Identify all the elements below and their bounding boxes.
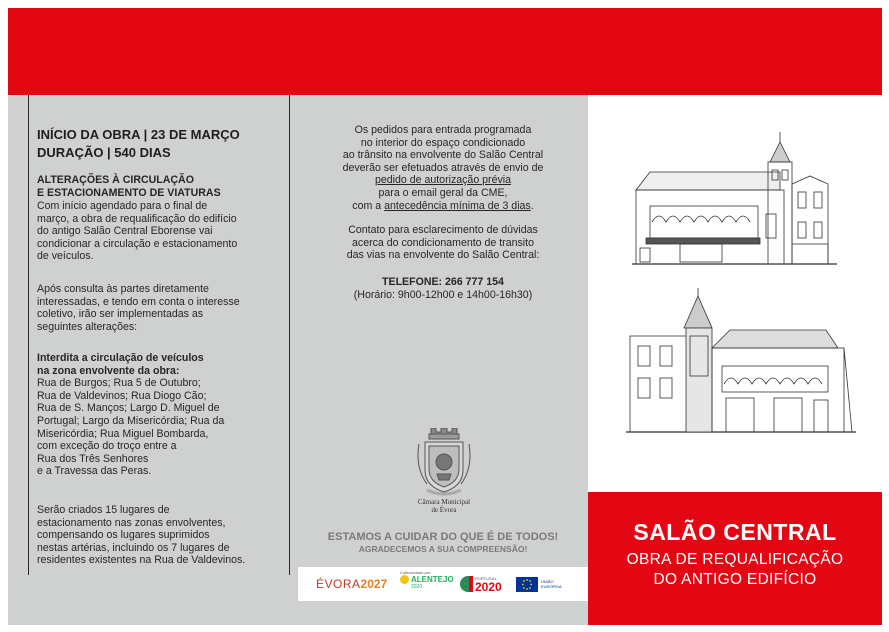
center-column	[298, 124, 588, 301]
street-line: Misericórdia; Rua Miguel Bombarda,	[37, 427, 209, 440]
street-line: Rua dos Três Senhores	[37, 452, 149, 465]
subtitle-line: OBRA DE REQUALIFICAÇÃO	[626, 551, 844, 568]
text-fragment: com a	[352, 199, 385, 212]
logo-small-text: PORTUGAL	[475, 575, 497, 581]
text-line: coletivo, irão ser implementadas as	[37, 308, 204, 321]
flag-green-icon	[460, 576, 469, 592]
text-line: para o email geral da CME,	[378, 186, 508, 199]
building-elevation-drawing-bottom	[626, 288, 858, 438]
project-subtitle	[588, 550, 882, 590]
subtitle-line: DO ANTIGO EDIFÍCIO	[653, 571, 817, 588]
text-line: acerca do condicionamento de transito	[352, 236, 534, 249]
text-line: deverão ser efetuados através de envio de	[342, 161, 544, 174]
text-line: Com início agendado para o final de	[37, 200, 208, 212]
parking-paragraph	[37, 504, 245, 567]
closed-streets-title: na zona envolvente da obra:	[37, 364, 180, 377]
closed-streets-block	[37, 352, 224, 478]
logo-small-text: Cofinanciado por:	[400, 570, 432, 575]
text-line: estacionamento nas zonas envolventes,	[37, 516, 226, 529]
logo-text: ÉVORA	[316, 577, 361, 591]
minimum-notice-text: antecedência mínima de 3 dias	[384, 199, 531, 212]
text-line: compensando os lugares suprimidos	[37, 529, 210, 542]
logo-text: 2027	[360, 577, 388, 591]
text-line: de veículos.	[37, 250, 94, 263]
section-title	[37, 174, 221, 199]
logo-text: 2020	[475, 579, 502, 594]
left-column-frame	[28, 95, 290, 575]
alentejo-2020-logo	[400, 570, 454, 592]
street-line: Rua de Burgos; Rua 5 de Outubro;	[37, 377, 201, 390]
eu-flag-icon	[516, 577, 538, 592]
logo-text: ALENTEJO	[411, 575, 454, 584]
headline-duration: DURAÇÃO | 540 DIAS	[37, 145, 171, 160]
sponsor-logos-bar	[298, 567, 588, 601]
portugal-2020-logo	[460, 573, 502, 595]
crest-caption: de Évora	[431, 506, 457, 514]
text-line: interessadas, e tendo em conta o interesse	[37, 295, 240, 308]
office-hours: (Horário: 9h00-12h00 e 14h00-16h30)	[353, 288, 533, 301]
closed-streets-title: Interdita a circulação de veículos	[37, 352, 204, 364]
intro-paragraph	[37, 200, 237, 263]
street-line: e a Travessa das Peras.	[37, 465, 152, 478]
text-line: no interior do espaço condicionado	[360, 136, 526, 149]
phone-number: TELEFONE: 266 777 154	[382, 275, 504, 288]
text-line: das vias na envolvente do Salão Central:	[346, 249, 540, 262]
text-fragment: .	[530, 199, 534, 212]
european-union-logo	[516, 573, 571, 595]
street-line: com exceção do troço entre a	[37, 440, 177, 453]
building-elevation-drawing-top	[632, 132, 842, 272]
headline-start-date: INÍCIO DA OBRA | 23 DE MARÇO	[37, 127, 240, 142]
slogan-line: ESTAMOS A CUIDAR DO QUE É DE TODOS!	[327, 531, 559, 543]
crest-shield-icon	[413, 428, 475, 508]
project-title: SALÃO CENTRAL	[633, 519, 837, 545]
text-line: condicionar a circulação e estacionamento	[37, 237, 238, 250]
evora-2027-logo	[316, 573, 387, 595]
consultation-paragraph	[37, 283, 240, 333]
logo-small-text: UNIÃO EUROPEIA	[541, 579, 562, 589]
text-line: Serão criados 15 lugares de	[37, 504, 170, 516]
text-line: seguintes alterações:	[37, 320, 138, 333]
text-line: Os pedidos para entrada programada	[354, 124, 532, 136]
crest-caption: Câmara Municipal	[417, 498, 471, 506]
text-line: Após consulta às partes diretamente	[37, 283, 209, 295]
street-line: Rua de S. Manços; Largo D. Miguel de	[37, 402, 220, 415]
text-line: Contato para esclarecimento de dúvidas	[348, 224, 538, 237]
municipal-crest	[413, 428, 475, 518]
text-line: nestas artérias, incluindo os 7 lugares de	[37, 541, 230, 554]
slogan-thanks: AGRADECEMOS A SUA COMPREENSÃO!	[358, 544, 528, 554]
logo-small-text: 2020	[411, 584, 423, 590]
slogan	[298, 530, 588, 555]
section-title-line: E ESTACIONAMENTO DE VIATURAS	[37, 186, 221, 199]
sun-icon	[400, 575, 409, 584]
street-line: Portugal; Largo da Misericórdia; Rua da	[37, 414, 225, 427]
authorization-request-link[interactable]: pedido de autorização prévia	[374, 174, 512, 187]
title-box	[588, 492, 882, 625]
text-line: do antigo Salão Central Eborense vai	[37, 225, 213, 238]
section-title-line: ALTERAÇÕES À CIRCULAÇÃO	[37, 174, 194, 186]
headline	[37, 126, 240, 162]
top-red-band	[8, 8, 882, 95]
text-line: residentes existentes na Rua de Valdevinos.	[37, 554, 246, 567]
text-line: março, a obra de requalificação do edifício	[37, 212, 237, 225]
flag-red-icon	[469, 576, 473, 592]
street-line: Rua de Valdevinos; Rua Diogo Cão;	[37, 389, 207, 402]
text-line: ao trânsito na envolvente do Salão Central	[342, 149, 544, 162]
